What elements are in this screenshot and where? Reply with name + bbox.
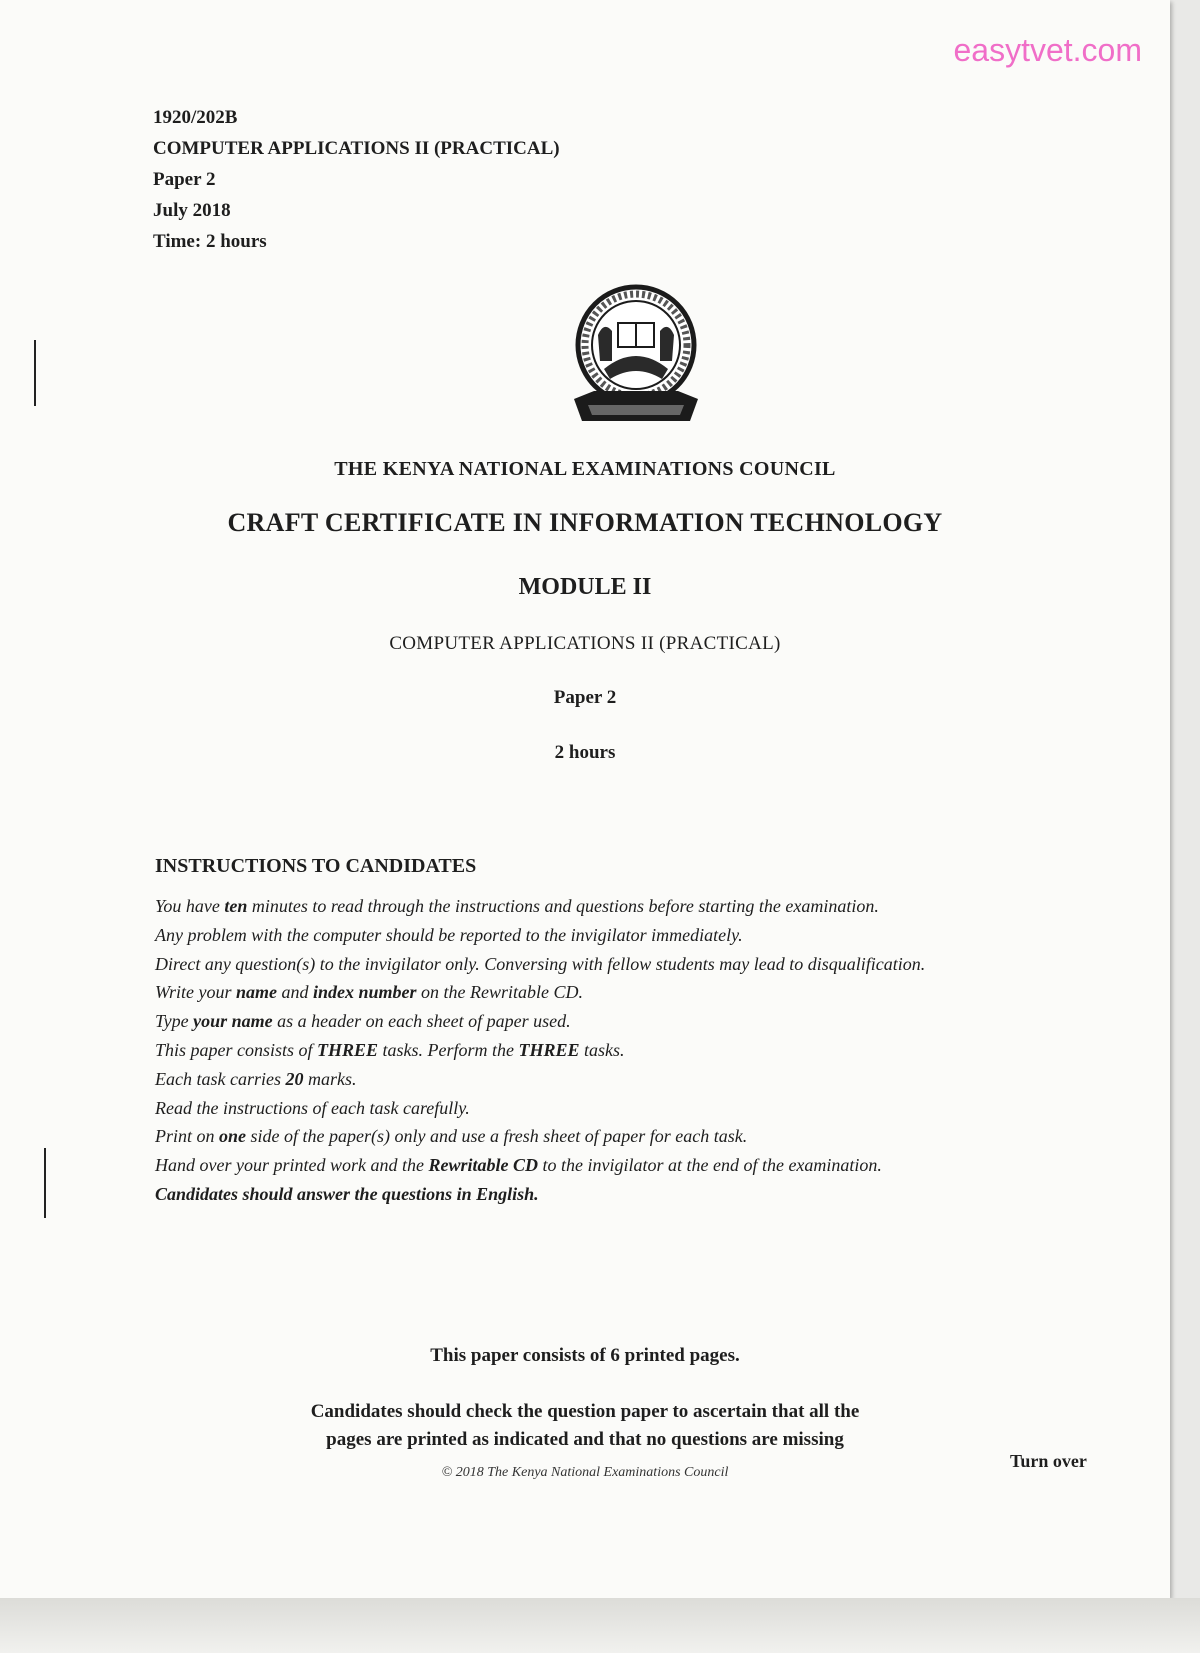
instruction-emphasis: Candidates should answer the questions in English. xyxy=(155,1183,539,1204)
instruction-text: and xyxy=(277,982,314,1003)
instruction-text: marks. xyxy=(303,1068,357,1089)
duration-label: 2 hours xyxy=(554,742,616,763)
paper-number: Paper 2 xyxy=(153,169,216,190)
instruction-text: Print on xyxy=(155,1126,220,1147)
instruction-emphasis: Rewritable CD xyxy=(428,1155,538,1176)
instruction-emphasis: THREE xyxy=(518,1039,580,1060)
instruction-item xyxy=(155,1180,1125,1209)
page-shadow-edge xyxy=(0,1598,1200,1653)
instructions-heading: INSTRUCTIONS TO CANDIDATES xyxy=(155,855,477,877)
instruction-emphasis: 20 xyxy=(285,1068,304,1089)
instruction-text: Type xyxy=(155,1011,194,1032)
instructions-list xyxy=(155,892,1125,1209)
instruction-text: tasks. Perform the xyxy=(378,1039,519,1060)
module-title: MODULE II xyxy=(518,574,652,600)
instruction-item xyxy=(155,978,1125,1007)
instruction-text: Any problem with the computer should be reported to the invigilator immediately. xyxy=(155,924,743,945)
copyright-note: © 2018 The Kenya National Examinations Council xyxy=(441,1465,729,1480)
page-count-note: This paper consists of 6 printed pages. xyxy=(430,1345,740,1366)
instruction-text: Write your xyxy=(155,982,236,1003)
instruction-emphasis: ten xyxy=(224,896,248,916)
check-pages-line-2: pages are printed as indicated and that no questions are missing xyxy=(326,1429,844,1450)
council-name: THE KENYA NATIONAL EXAMINATIONS COUNCIL xyxy=(334,458,836,480)
paper-meta xyxy=(153,102,560,257)
instruction-item xyxy=(155,921,1125,950)
instruction-text: tasks. xyxy=(579,1039,625,1060)
instruction-item xyxy=(155,1036,1125,1065)
instruction-text: Direct any question(s) to the invigilator only. Conversing with fellow students may lead to disqualification. xyxy=(155,953,926,974)
instruction-text: Read the instructions of each task carefully. xyxy=(155,1097,470,1118)
scan-mark xyxy=(44,1148,46,1218)
instruction-emphasis: index number xyxy=(313,982,417,1003)
knec-crest-icon xyxy=(568,283,704,443)
instruction-emphasis: name xyxy=(236,982,278,1003)
check-pages-note xyxy=(0,1398,1170,1454)
instruction-text: on the Rewritable CD. xyxy=(416,982,584,1003)
paper-label: Paper 2 xyxy=(553,687,617,708)
instruction-item xyxy=(155,1094,1125,1123)
instruction-emphasis: one xyxy=(219,1126,247,1147)
instruction-item xyxy=(155,1007,1125,1036)
paper-code: 1920/202B xyxy=(153,107,238,128)
instruction-item xyxy=(155,892,1125,921)
subject-title: COMPUTER APPLICATIONS II (PRACTICAL) xyxy=(389,633,781,654)
instruction-text: Each task carries xyxy=(155,1068,286,1089)
instruction-text: to the invigilator at the end of the examination. xyxy=(537,1155,882,1176)
watermark: easytvet.com xyxy=(953,32,1142,68)
instruction-emphasis: THREE xyxy=(317,1039,379,1060)
course-title: CRAFT CERTIFICATE IN INFORMATION TECHNOLOGY xyxy=(227,508,943,537)
instruction-item xyxy=(155,950,1125,979)
instruction-text: You have xyxy=(155,896,225,916)
turn-over-label: Turn over xyxy=(1010,1451,1087,1471)
instruction-emphasis: your name xyxy=(193,1011,273,1032)
instruction-item xyxy=(155,1151,1125,1180)
instruction-text: as a header on each sheet of paper used. xyxy=(272,1011,571,1032)
instruction-item xyxy=(155,1065,1125,1094)
instruction-text: side of the paper(s) only and use a fresh sheet of paper for each task. xyxy=(246,1126,748,1147)
instruction-text: minutes to read through the instructions and questions before starting the examination. xyxy=(247,896,879,916)
check-pages-line-1: Candidates should check the question paper to ascertain that all the xyxy=(310,1401,860,1422)
paper-time: Time: 2 hours xyxy=(153,231,267,252)
instruction-text: Hand over your printed work and the xyxy=(155,1155,429,1176)
paper-date: July 2018 xyxy=(153,200,231,221)
instruction-text: This paper consists of xyxy=(155,1039,318,1060)
scan-mark xyxy=(34,340,36,406)
paper-subject: COMPUTER APPLICATIONS II (PRACTICAL) xyxy=(153,138,560,159)
instruction-item xyxy=(155,1122,1125,1151)
